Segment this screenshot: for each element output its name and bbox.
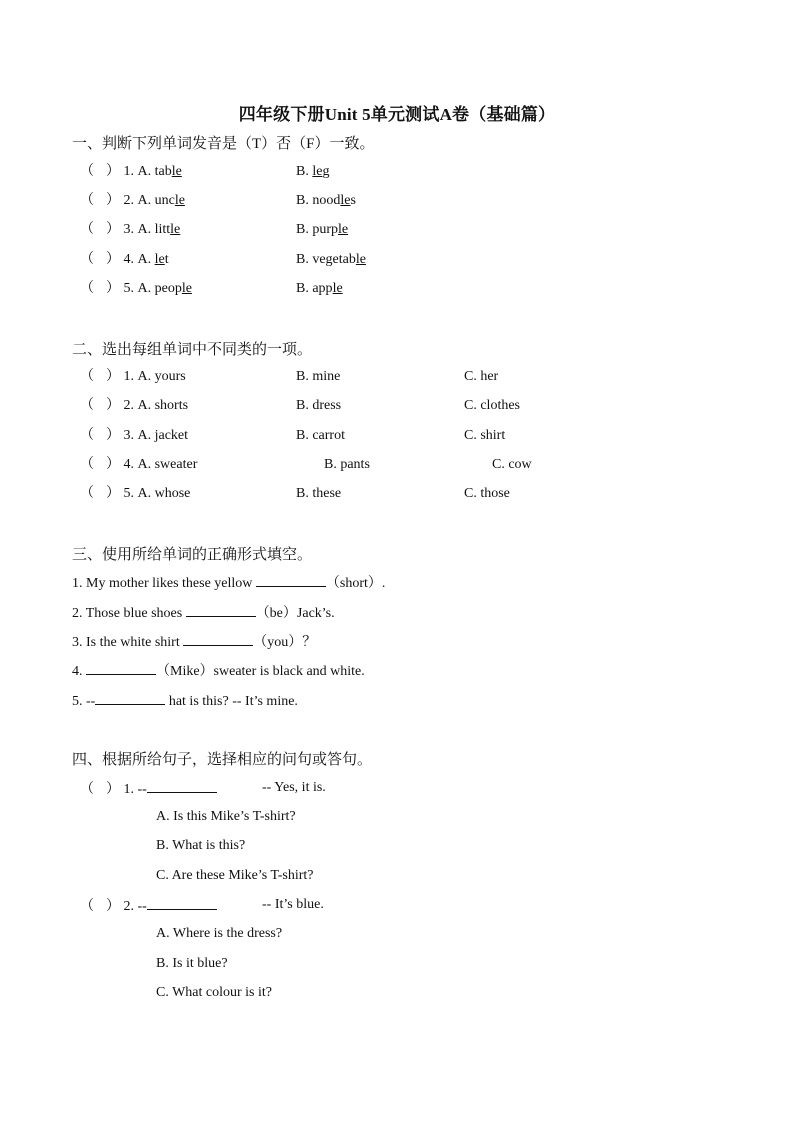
s2-item-5: （ ） 5. A. whose — [80, 486, 191, 501]
s2-item-2: （ ） 2. A. shorts — [80, 398, 189, 413]
s1-item-4-b: B. vegetable — [296, 252, 366, 267]
answer-paren-open: （ — [80, 164, 94, 179]
s1-item-1: （ ） 1. A. table — [80, 164, 182, 179]
s2-item-2-c: C. clothes — [464, 398, 520, 413]
section-4-heading: 四、根据所给句子，选择相应的问句或答句。 — [72, 752, 373, 768]
s3-item-5: 5. -- hat is this? -- It’s mine. — [72, 691, 298, 711]
section-3-heading: 三、使用所给单词的正确形式填空。 — [72, 547, 313, 563]
s2-item-1-c: C. her — [464, 369, 499, 384]
fill-blank[interactable] — [147, 896, 217, 910]
s1-item-2-b: B. noodles — [296, 193, 356, 208]
s2-item-1-b: B. mine — [296, 369, 341, 384]
fill-blank[interactable] — [86, 661, 156, 675]
s3-item-2: 2. Those blue shoes （be）Jack’s. — [72, 603, 335, 623]
s4-q1-option-b: B. What is this? — [156, 838, 246, 853]
s1-item-3: （ ） 3. A. little — [80, 222, 181, 237]
s3-item-3: 3. Is the white shirt （you）？ — [72, 632, 316, 652]
answer-paren-close: ） — [106, 164, 120, 179]
s4-q1-option-a: A. Is this Mike’s T-shirt? — [156, 809, 296, 824]
s4-q1-option-c: C. Are these Mike’s T-shirt? — [156, 868, 314, 883]
s4-question-2-answer: -- It’s blue. — [262, 897, 324, 912]
s1-item-2: （ ） 2. A. uncle — [80, 193, 185, 208]
s2-item-5-c: C. those — [464, 486, 510, 501]
s2-item-4: （ ） 4. A. sweater — [80, 457, 198, 472]
section-2-heading: 二、选出每组单词中不同类的一项。 — [72, 342, 313, 358]
section-1-heading: 一、判断下列单词发音是（T）否（F）一致。 — [72, 136, 375, 152]
s2-item-4-c: C. cow — [492, 457, 532, 472]
s1-item-4: （ ） 4. A. let — [80, 252, 169, 267]
s1-item-1-b: B. leg — [296, 164, 330, 179]
s2-item-2-b: B. dress — [296, 398, 342, 413]
s2-item-5-b: B. these — [296, 486, 342, 501]
fill-blank[interactable] — [95, 691, 165, 705]
s3-item-1: 1. My mother likes these yellow （short）. — [72, 573, 385, 593]
s2-item-1: （ ） 1. A. yours — [80, 369, 186, 384]
fill-blank[interactable] — [256, 573, 326, 587]
s2-item-4-b: B. pants — [324, 457, 370, 472]
fill-blank[interactable] — [147, 779, 217, 793]
s2-item-3-c: C. shirt — [464, 428, 506, 443]
s4-question-2: （ ） 2. -- — [80, 896, 217, 916]
s1-item-5: （ ） 5. A. people — [80, 281, 192, 296]
s4-question-1-answer: -- Yes, it is. — [262, 780, 326, 795]
s4-q2-option-b: B. Is it blue? — [156, 956, 228, 971]
s4-q2-option-a: A. Where is the dress? — [156, 926, 283, 941]
s2-item-3: （ ） 3. A. jacket — [80, 428, 189, 443]
fill-blank[interactable] — [186, 603, 256, 617]
s3-item-4: 4. （Mike）sweater is black and white. — [72, 661, 365, 681]
fill-blank[interactable] — [183, 632, 253, 646]
s1-item-5-b: B. apple — [296, 281, 343, 296]
s4-question-1: （ ） 1. -- — [80, 779, 217, 799]
s2-item-3-b: B. carrot — [296, 428, 345, 443]
page-title: 四年级下册Unit 5单元测试A卷（基础篇） — [238, 105, 556, 124]
s4-q2-option-c: C. What colour is it? — [156, 985, 272, 1000]
s1-item-3-b: B. purple — [296, 222, 349, 237]
